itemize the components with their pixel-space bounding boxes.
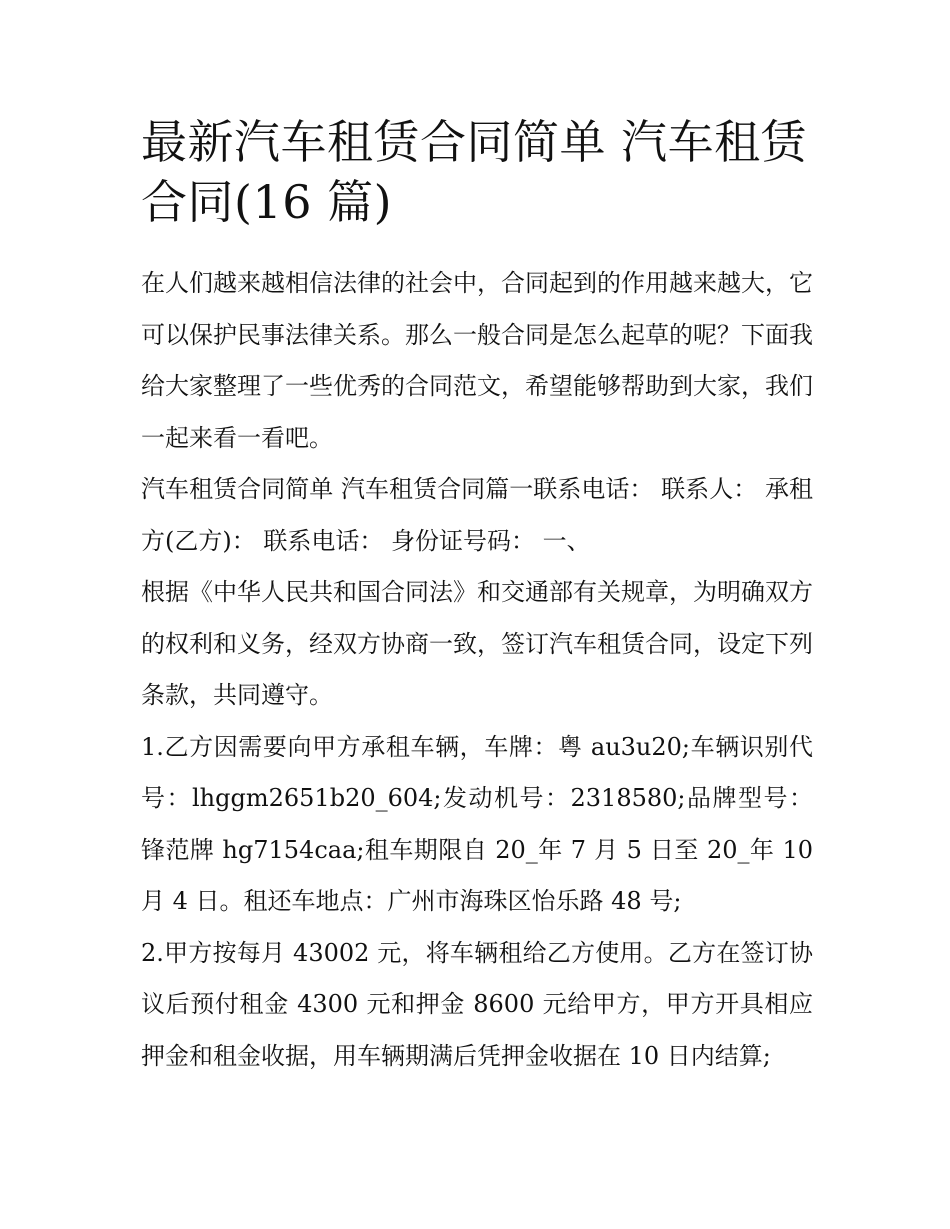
paragraph-clause-2: 2.甲方按每月 43002 元，将车辆租给乙方使用。乙方在签订协议后预付租金 4300 元和押金 8600 元给甲方，甲方开具相应押金和租金收据，用车辆期满后凭押金收据在 10 日内结算; [141, 938, 813, 1070]
document-page [141, 112, 813, 1082]
document-title: 最新汽车租赁合同简单 汽车租赁合同(16 篇) [141, 115, 808, 229]
paragraph-intro: 在人们越来越相信法律的社会中，合同起到的作用越来越大，它可以保护民事法律关系。那么一般合同是怎么起草的呢？下面我给大家整理了一些优秀的合同范文，希望能够帮助到大家，我们一起来看一看吧。 [141, 269, 813, 452]
paragraph-clause-1: 1.乙方因需要向甲方承租车辆，车牌：粤 au3u20;车辆识别代号：lhggm2651b20_604;发动机号：2318580;品牌型号：锋范牌 hg7154caa;租车期限自 20_年 7 月 5 日至 20_年 10 月 4 日。租还车地点：广州市海珠区怡乐路 48 号; [141, 732, 813, 915]
paragraph-legal-basis: 根据《中华人民共和国合同法》和交通部有关规章，为明确双方的权利和义务，经双方协商一致，签订汽车租赁合同，设定下列条款，共同遵守。 [141, 578, 813, 709]
paragraph-contact-info: 汽车租赁合同简单 汽车租赁合同篇一联系电话： 联系人： 承租方(乙方)： 联系电话： 身份证号码： 一、 [141, 475, 813, 555]
document-body [141, 258, 813, 1082]
